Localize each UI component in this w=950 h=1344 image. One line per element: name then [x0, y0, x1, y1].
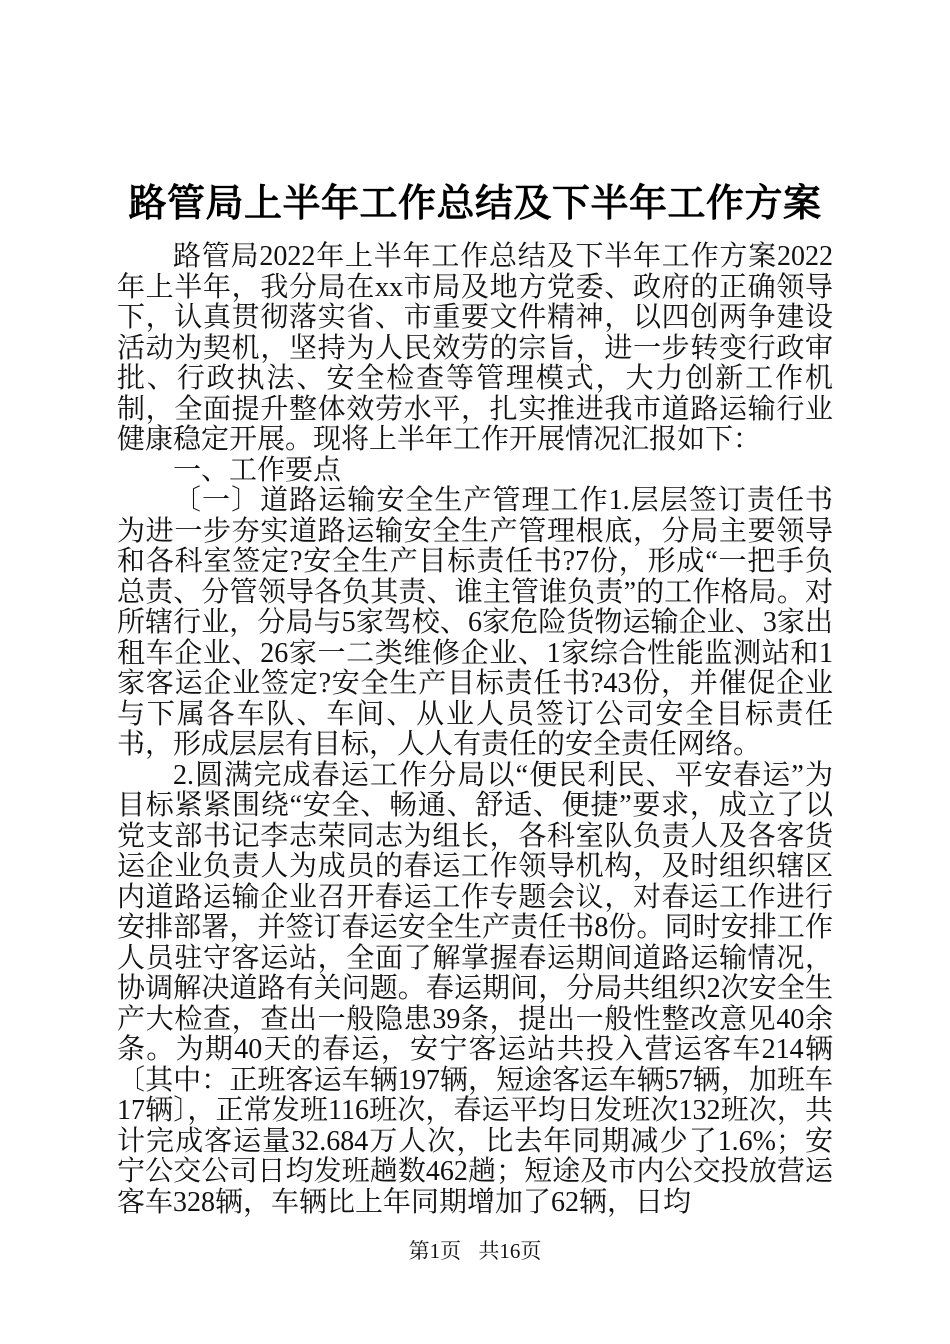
paragraph-safety-production-management: 〔一〕道路运输安全生产管理工作1.层层签订责任书为进一步夯实道路运输安全生产管理根底，分局主要领导和各科室签定?安全生产目标责任书?7份，形成“一把手负总责、分管领导各负其责、谁主管谁负责”的工作格局。对所辖行业，分局与5家驾校、6家危险货物运输企业、3家出租车企业、26家一二类维修企业、1家综合性能监测站和1家客运企业签定?安全生产目标责任书?43份，并催促企业与下属各车队、车间、从业人员签订公司安全目标责任书，形成层层有目标，人人有责任的安全责任网络。	[117, 485, 833, 760]
footer-page-number: 第1页	[408, 1239, 462, 1263]
document-body	[117, 242, 833, 1218]
paragraph-intro: 路管局2022年上半年工作总结及下半年工作方案2022年上半年，我分局在xx市局及地方党委、政府的正确领导下，认真贯彻落实省、市重要文件精神，以四创两争建设活动为契机，坚持为人民效劳的宗旨，进一步转变行政审批、行政执法、安全检查等管理模式，大力创新工作机制，全面提升整体效劳水平，扎实推进我市道路运输行业健康稳定开展。现将上半年工作开展情况汇报如下：	[117, 241, 833, 455]
paragraph-section-heading-work-points: 一、工作要点	[173, 454, 342, 486]
paragraph-spring-festival-transport: 2.圆满完成春运工作分局以“便民利民、平安春运”为目标紧紧围绕“安全、畅通、舒适、便捷”要求，成立了以党支部书记李志荣同志为组长，各科室队负责人及各客货运企业负责人为成员的春运工作领导机构，及时组织辖区内道路运输企业召开春运工作专题会议，对春运工作进行安排部署，并签订春运安全生产责任书8份。同时安排工作人员驻守客运站，全面了解掌握春运期间道路运输情况，协调解决道路有关问题。春运期间，分局共组织2次安全生产大检查，查出一般隐患39条，提出一般性整改意见40余条。为期40天的春运，安宁客运站共投入营运客车214辆〔其中：正班客运车辆197辆，短途客运车辆57辆，加班车17辆〕，正常发班116班次，春运平均日发班次132班次，共计完成客运量32.684万人次，比去年同期减少了1.6%；安宁公交公司日均发班趟数462趟；短途及市内公交投放营运客车328辆，车辆比上年同期增加了62辆，日均	[117, 759, 833, 1218]
page-footer	[0, 1238, 950, 1264]
footer-page-total: 共16页	[478, 1239, 542, 1263]
document-title: 路管局上半年工作总结及下半年工作方案	[128, 183, 822, 225]
